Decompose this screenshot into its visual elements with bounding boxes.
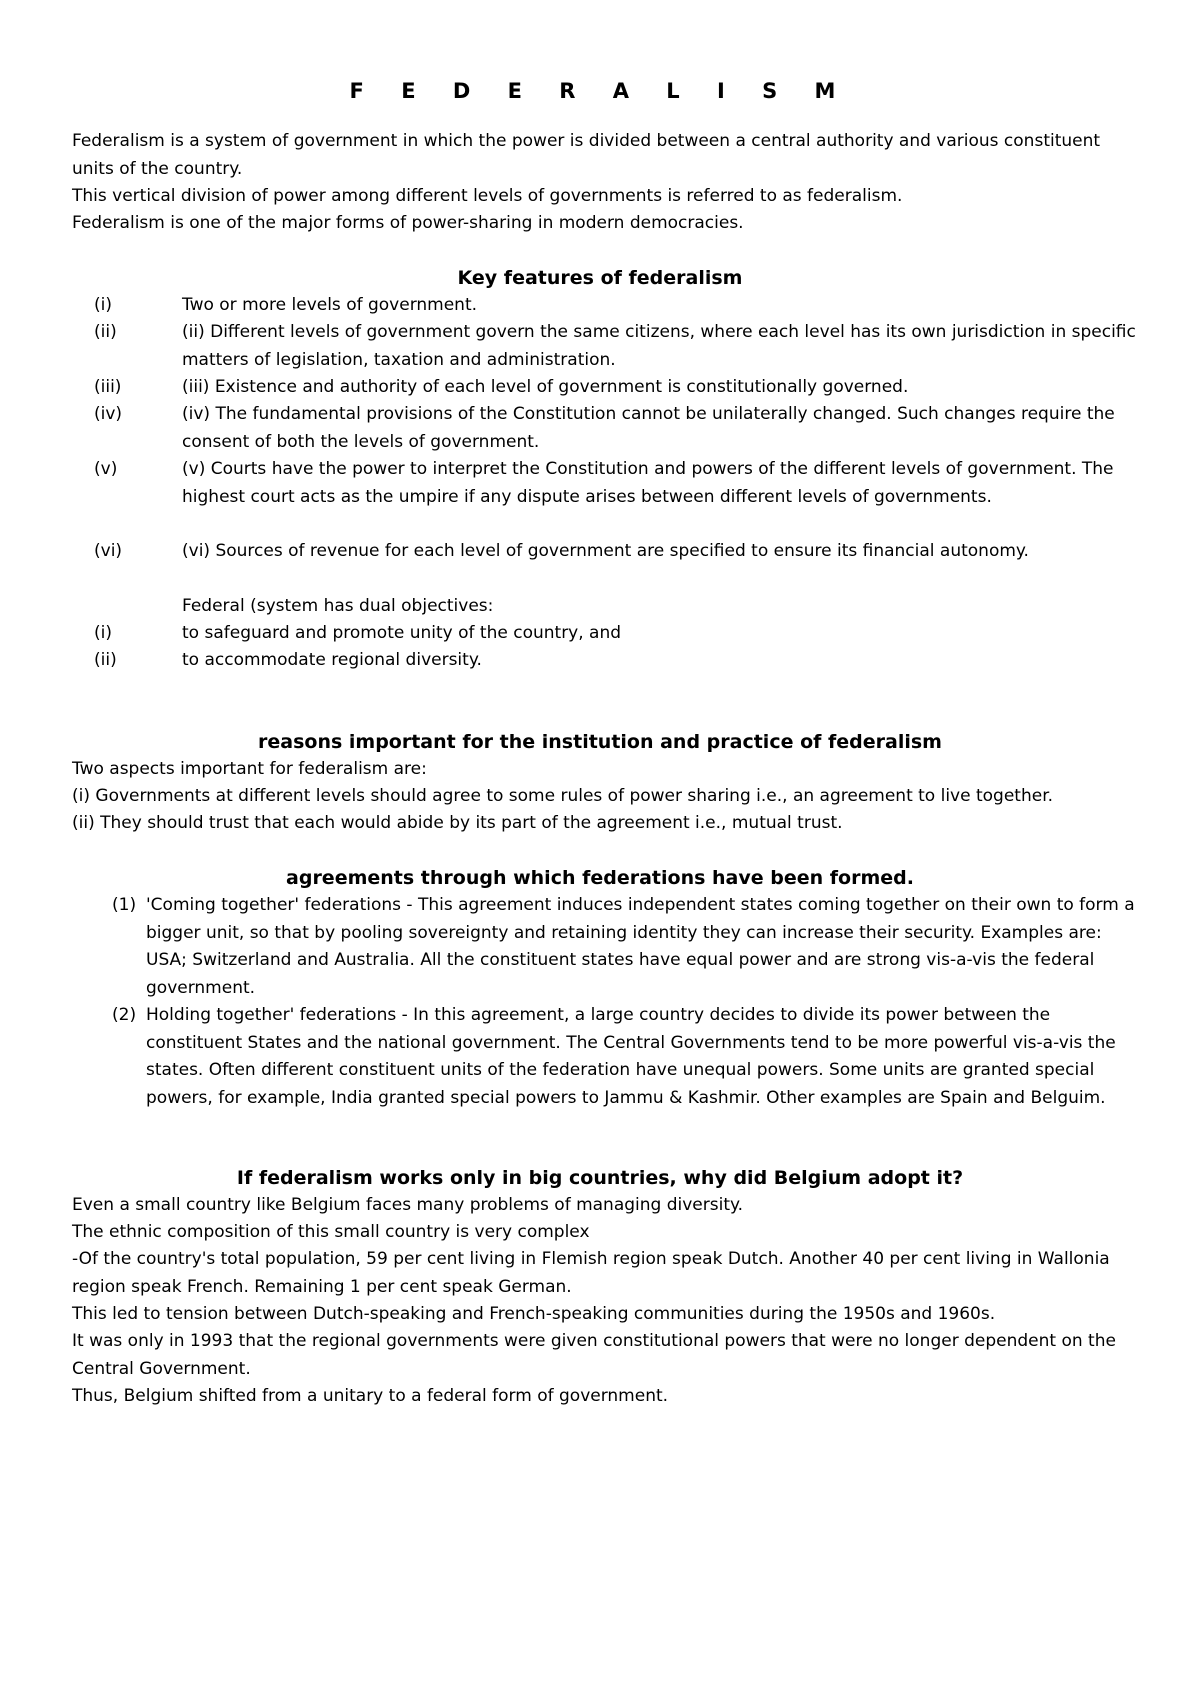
belgium-line: -Of the country's total population, 59 per cent living in Flemish region speak Dutch. Another 40 per cent living in Wallonia region speak French. Remaining 1 per cent speak German. [72, 1249, 1110, 1297]
objective-number: (i) [94, 623, 112, 643]
intro-paragraph-1: Federalism is a system of government in which the power is divided between a central authority and various constituent units of the country. [72, 131, 1101, 179]
reasons-line: (i) Governments at different levels should agree to some rules of power sharing i.e., an agreement to live together. [72, 786, 1054, 806]
key-feature-text: Two or more levels of government. [182, 295, 478, 315]
key-feature-number: (iv) [94, 404, 123, 424]
objective-text: to accommodate regional diversity. [182, 650, 482, 670]
key-feature-text: (ii) Different levels of government govern the same citizens, where each level has its own jurisdiction in specific matters of legislation, taxation and administration. [182, 322, 1136, 370]
objective-text: to safeguard and promote unity of the country, and [182, 623, 622, 643]
belgium-line: This led to tension between Dutch-speaking and French-speaking communities during the 1950s and 1960s. [72, 1304, 996, 1324]
belgium-line: Thus, Belgium shifted from a unitary to a federal form of government. [72, 1386, 669, 1406]
belgium-line: The ethnic composition of this small country is very complex [72, 1222, 590, 1242]
key-feature-text: (iii) Existence and authority of each level of government is constitutionally governed. [182, 377, 909, 397]
key-feature-text: (iv) The fundamental provisions of the Constitution cannot be unilaterally changed. Such changes require the consent of both the levels of government. [182, 404, 1115, 452]
intro-paragraph-2: This vertical division of power among different levels of governments is referred to as federalism. [72, 186, 903, 206]
key-feature-number: (iii) [94, 377, 122, 397]
key-feature-number: (ii) [94, 322, 117, 342]
key-features-heading: Key features of federalism [457, 267, 743, 289]
agreement-number: (2) [112, 1005, 137, 1025]
reasons-line: (ii) They should trust that each would abide by its part of the agreement i.e., mutual trust. [72, 813, 843, 833]
agreement-text: Holding together' federations - In this agreement, a large country decides to divide its power between the constituent States and the national government. The Central Governments tend to be more powerful vis-a-vis the states. Often different constituent units of the federation have unequal powers. Some units are granted special powers, for example, India granted special powers to Jammu & Kashmir. Other examples are Spain and Belguim. [146, 1005, 1116, 1108]
key-feature-text: (vi) Sources of revenue for each level of government are specified to ensure its financial autonomy. [182, 541, 1029, 561]
key-feature-number: (v) [94, 459, 118, 479]
belgium-line: It was only in 1993 that the regional governments were given constitutional powers that were no longer dependent on the Central Government. [72, 1331, 1116, 1379]
reasons-heading: reasons important for the institution and practice of federalism [258, 731, 942, 753]
belgium-line: Even a small country like Belgium faces many problems of managing diversity. [72, 1195, 744, 1215]
key-feature-number: (vi) [94, 541, 123, 561]
objective-number: (ii) [94, 650, 117, 670]
belgium-heading: If federalism works only in big countries, why did Belgium adopt it? [236, 1167, 964, 1189]
reasons-line: Two aspects important for federalism are: [72, 759, 427, 779]
agreement-text: 'Coming together' federations - This agreement induces independent states coming together on their own to form a bigger unit, so that by pooling sovereignty and retaining identity they can increase their security. Examples are: USA; Switzerland and Australia. All the constituent states have equal power and are strong vis-a-vis the federal government. [146, 895, 1135, 998]
objectives-intro: Federal (system has dual objectives: [182, 596, 494, 616]
key-feature-text: (v) Courts have the power to interpret the Constitution and powers of the different levels of government. The highest court acts as the umpire if any dispute arises between different levels of governments. [182, 459, 1114, 507]
agreement-number: (1) [112, 895, 137, 915]
intro-paragraph-3: Federalism is one of the major forms of power-sharing in modern democracies. [72, 213, 744, 233]
page-title: F E D E R A L I S M [349, 79, 851, 103]
agreements-heading: agreements through which federations have been formed. [286, 867, 914, 889]
key-feature-number: (i) [94, 295, 112, 315]
